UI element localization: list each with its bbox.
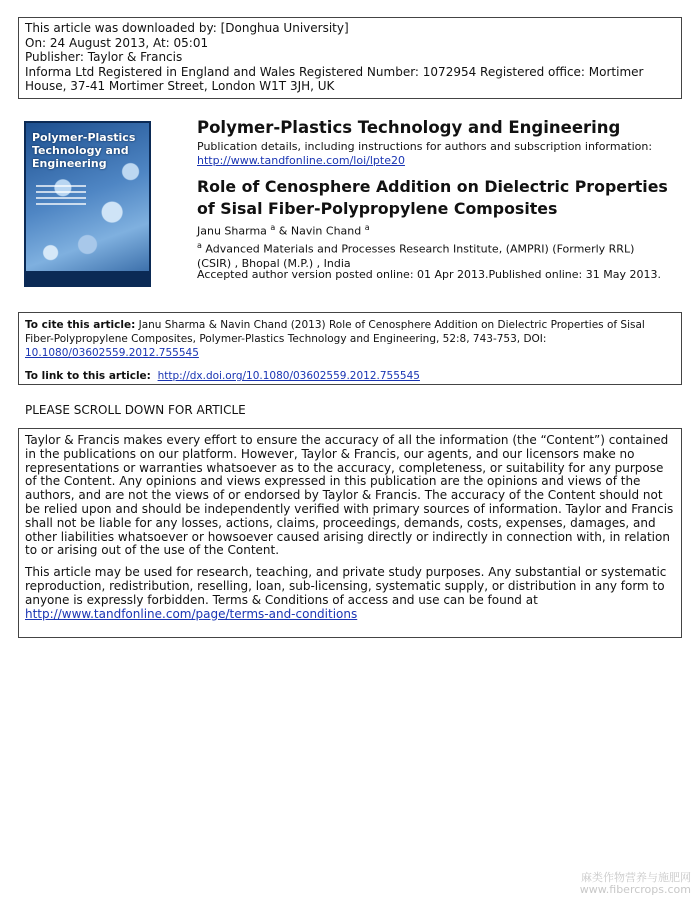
author-name: Navin Chand [290,224,362,238]
download-info-box [18,17,682,99]
site-watermark [580,872,691,896]
usage-paragraph [25,566,675,621]
cite-label: To cite this article: [25,319,136,331]
publication-dates: Accepted author version posted online: 01 Apr 2013.Published online: 31 May 2013. [197,268,661,281]
disclaimer-box [18,428,682,638]
affiliation-mark: a [197,241,202,250]
author-name: Janu Sharma [197,224,267,238]
citation-text [25,318,675,360]
download-line-date: On: 24 August 2013, At: 05:01 [25,35,209,50]
authors-line [197,223,370,238]
scroll-notice: PLEASE SCROLL DOWN FOR ARTICLE [25,403,246,417]
download-line-source: This article was downloaded by: [Donghua University] [25,21,349,35]
author-separator: & [275,224,291,238]
doi-url-link[interactable]: http://dx.doi.org/10.1080/03602559.2012.755545 [157,370,420,382]
cover-decoration [36,185,86,209]
cover-footer-band [26,271,149,285]
affiliation-mark: a [270,223,276,232]
usage-text: This article may be used for research, teaching, and private study purposes. Any substantial or systematic reproduction, redistribution, reselling, loan, sub-licensing, systematic supply, or distribution in any form to anyone is expressly forbidden. Terms & Conditions of access and use can be found at [25,565,667,607]
journal-cover-image [24,121,151,287]
citation-box [18,312,682,385]
article-title: Role of Cenosphere Addition on Dielectric Properties of Sisal Fiber-Polypropylene Composites [197,177,668,218]
doi-link[interactable]: 10.1080/03602559.2012.755545 [25,347,199,359]
cite-body: Janu Sharma & Navin Chand (2013) Role of Cenosphere Addition on Dielectric Properties of Sisal Fiber-Polypropylene Composites, Polymer-Plastics Technology and Engineering, 52:8, 743-753, DOI: [25,319,645,345]
terms-link[interactable]: http://www.tandfonline.com/page/terms-and-conditions [25,606,358,621]
affiliation-text: Advanced Materials and Processes Research Institute, (AMPRI) (Formerly RRL) (CSIR) , Bhopal (M.P.) , India [197,242,635,271]
publication-details: Publication details, including instructions for authors and subscription information: [197,140,653,153]
journal-url-link[interactable]: http://www.tandfonline.com/loi/lpte20 [197,154,405,167]
link-line [25,370,675,382]
affiliation-mark: a [364,223,370,232]
watermark-line: www.fibercrops.com [579,883,691,896]
watermark-line: 麻类作物营养与施肥网 [581,871,691,884]
cover-title: Polymer-Plastics Technology and Engineering [32,131,136,170]
download-line-publisher: Publisher: Taylor & Francis [25,50,183,64]
disclaimer-paragraph: Taylor & Francis makes every effort to ensure the accuracy of all the information (the “Content”) contained in the publications on our platform. However, Taylor & Francis, our agents, and our licensors make no representations or warranties whatsoever as to the accuracy, completeness, or suitability for any purpose of the Content. Any opinions and views expressed in this publication are the opinions and views of the authors, and are not the views of or endorsed by Taylor & Francis. The accuracy of the Content should not be relied upon and should be independently verified with primary sources of information. Taylor and Francis shall not be liable for any losses, actions, claims, proceedings, demands, costs, expenses, damages, and other liabilities whatsoever or howsoever caused arising directly or indirectly in connection with, in relation to or arising out of the use of the Content. [25,433,674,558]
download-line-registration: Informa Ltd Registered in England and Wales Registered Number: 1072954 Registered office: Mortimer House, 37-41 Mortimer Street, London W1T 3JH, UK [25,64,644,93]
link-label: To link to this article: [25,370,151,382]
affiliation [197,239,667,272]
journal-title: Polymer-Plastics Technology and Engineering [197,118,621,137]
